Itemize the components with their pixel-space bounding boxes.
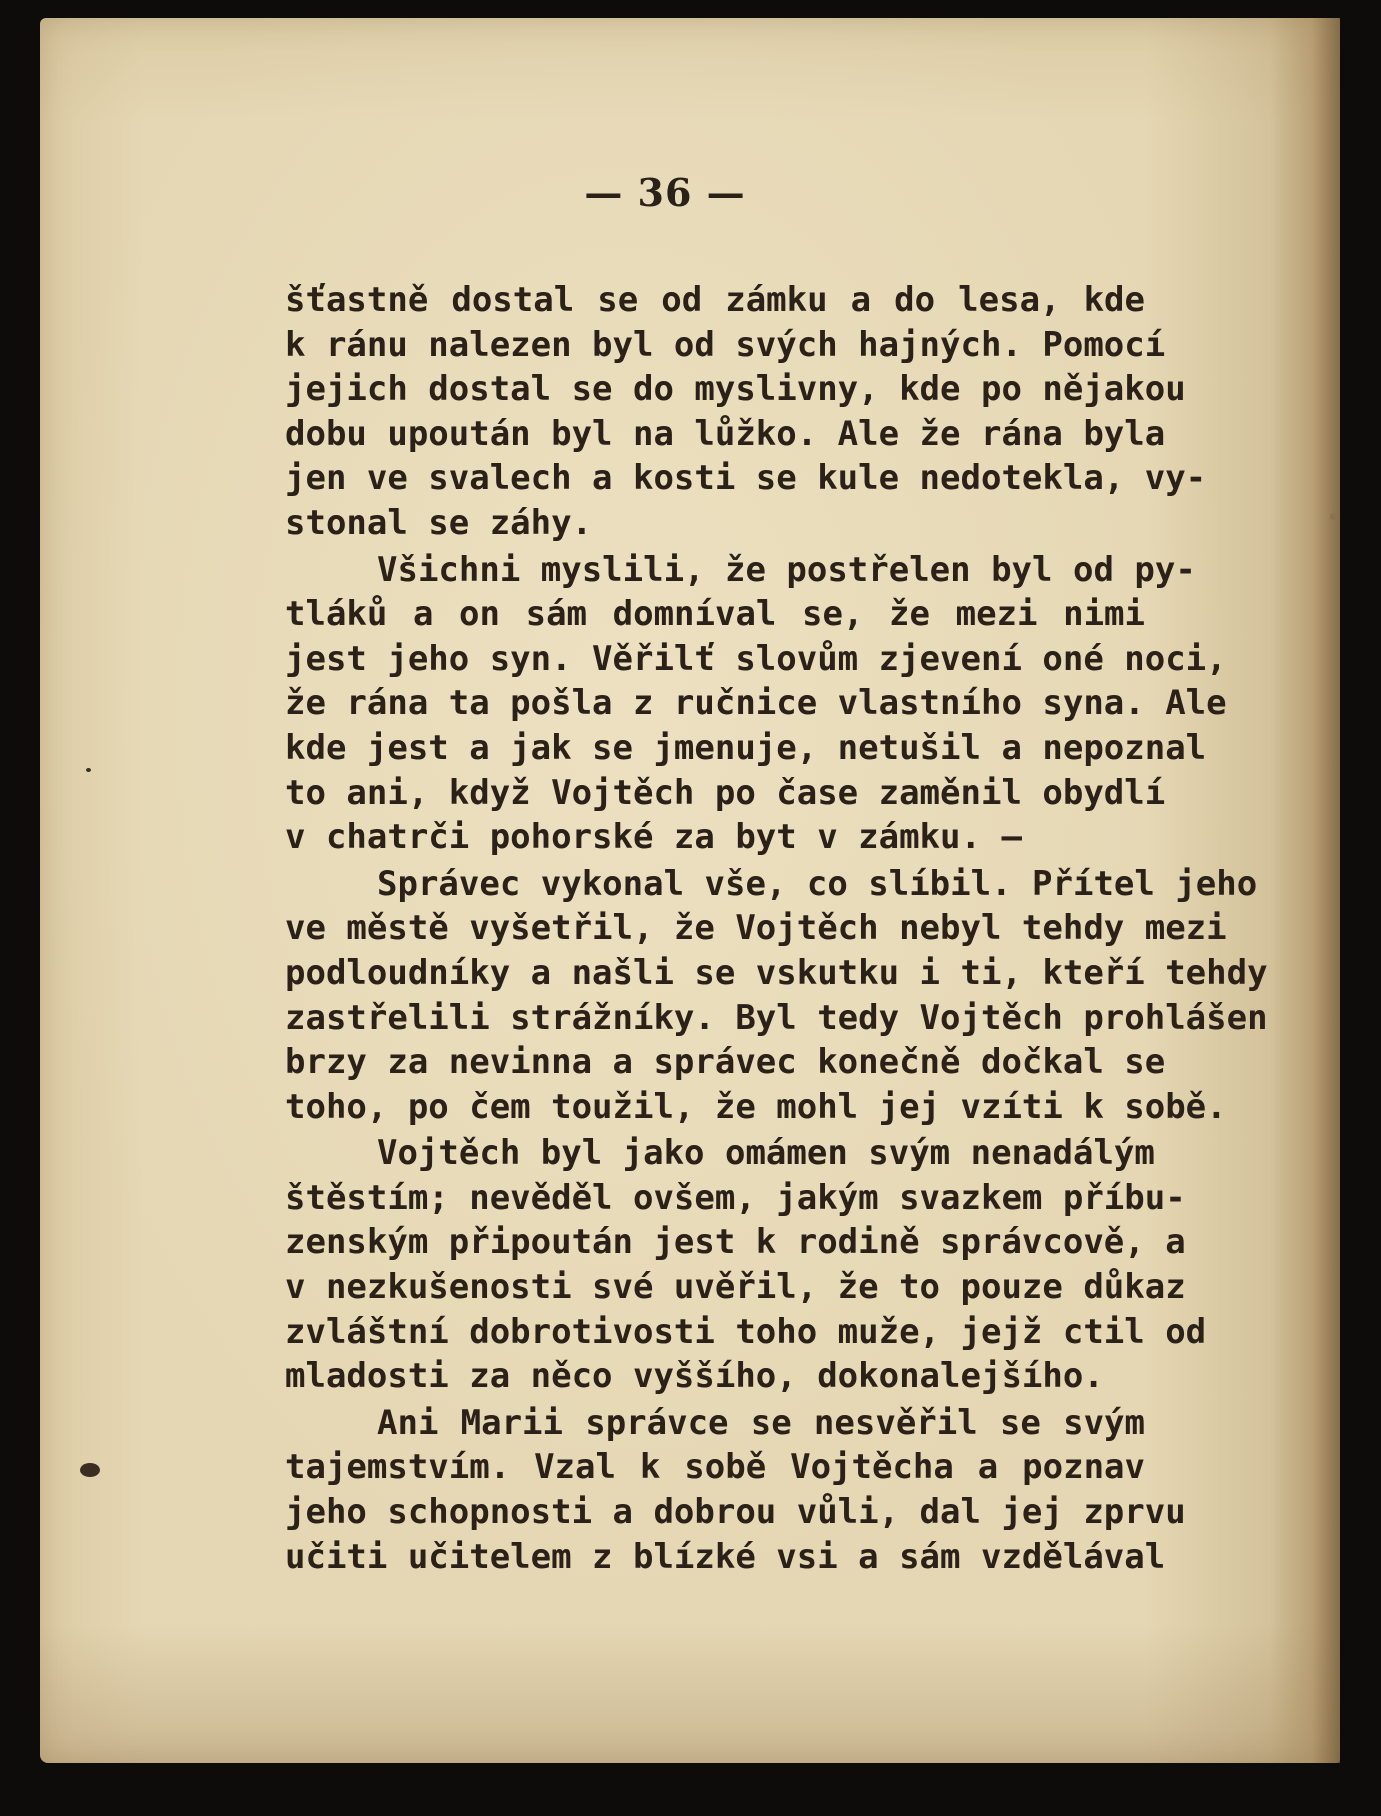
text-line: šťastně dostal se od zámku a do lesa, kde	[285, 280, 1145, 320]
text-line: zvláštní dobrotivosti toho muže, jejž ctil od	[285, 1311, 1207, 1352]
paragraph	[285, 548, 1227, 860]
text-line: učiti učitelem z blízké vsi a sám vzdělával	[285, 1536, 1166, 1577]
text-line: Ani Marii správce se nesvěřil se svým	[377, 1402, 1145, 1443]
paragraph	[285, 278, 1207, 546]
ink-speck	[86, 768, 91, 772]
text-line: k ránu nalezen byl od svých hajných. Pomocí	[285, 324, 1166, 365]
text-line: Všichni myslili, že postřelen byl od py-	[377, 549, 1196, 590]
text-line: jeho schopnosti a dobrou vůli, dal jej zprvu	[285, 1492, 1186, 1533]
text-line: jejich dostal se do myslivny, kde po nějakou	[285, 369, 1186, 410]
paragraph	[285, 1131, 1207, 1399]
text-line: kde jest a jak se jmenuje, netušil a nepoznal	[285, 727, 1207, 768]
page-number: — 36 —	[584, 170, 746, 215]
text-line: Správec vykonal vše, co slíbil. Přítel jeho	[377, 863, 1258, 904]
text-line: podloudníky a našli se vskutku i ti, kteří tehdy	[285, 952, 1268, 993]
text-line: zenským připoután jest k rodině správcově, a	[285, 1222, 1186, 1263]
text-line: tajemstvím. Vzal k sobě Vojtěcha a poznav	[285, 1447, 1145, 1488]
ink-spot	[80, 1463, 100, 1477]
page-body-text	[285, 278, 1268, 1579]
text-line: stonal se záhy.	[285, 502, 593, 543]
text-line: že rána ta pošla z ručnice vlastního syna. Ale	[285, 683, 1227, 724]
text-line: dobu upoután byl na lůžko. Ale že rána byla	[285, 413, 1166, 454]
text-line: ve městě vyšetřil, že Vojtěch nebyl tehdy mezi	[285, 908, 1227, 949]
text-line: Vojtěch byl jako omámen svým nenadálým	[377, 1133, 1155, 1174]
text-line: jen ve svalech a kosti se kule nedotekla, vy-	[285, 458, 1207, 499]
page-gutter-shadow	[1270, 18, 1340, 1763]
text-line: jest jeho syn. Věřilť slovům zjevení oné noci,	[285, 638, 1227, 679]
text-line: v nezkušenosti své uvěřil, že to pouze důkaz	[285, 1267, 1186, 1308]
text-line: tláků a on sám domníval se, že mezi nimi	[285, 594, 1145, 635]
text-line: v chatrči pohorské za byt v zámku. —	[285, 817, 1022, 858]
text-line: štěstím; nevěděl ovšem, jakým svazkem příbu-	[285, 1177, 1186, 1218]
text-line: mladosti za něco vyššího, dokonalejšího.	[285, 1356, 1104, 1397]
text-line: toho, po čem toužil, že mohl jej vzíti k sobě.	[285, 1086, 1227, 1127]
ink-speck	[1330, 513, 1338, 520]
text-line: zastřelili strážníky. Byl tedy Vojtěch prohlášen	[285, 997, 1268, 1038]
text-line: to ani, když Vojtěch po čase zaměnil obydlí	[285, 772, 1166, 813]
text-line: brzy za nevinna a správec konečně dočkal se	[285, 1042, 1166, 1083]
paragraph	[285, 1401, 1186, 1579]
paragraph	[285, 862, 1268, 1130]
